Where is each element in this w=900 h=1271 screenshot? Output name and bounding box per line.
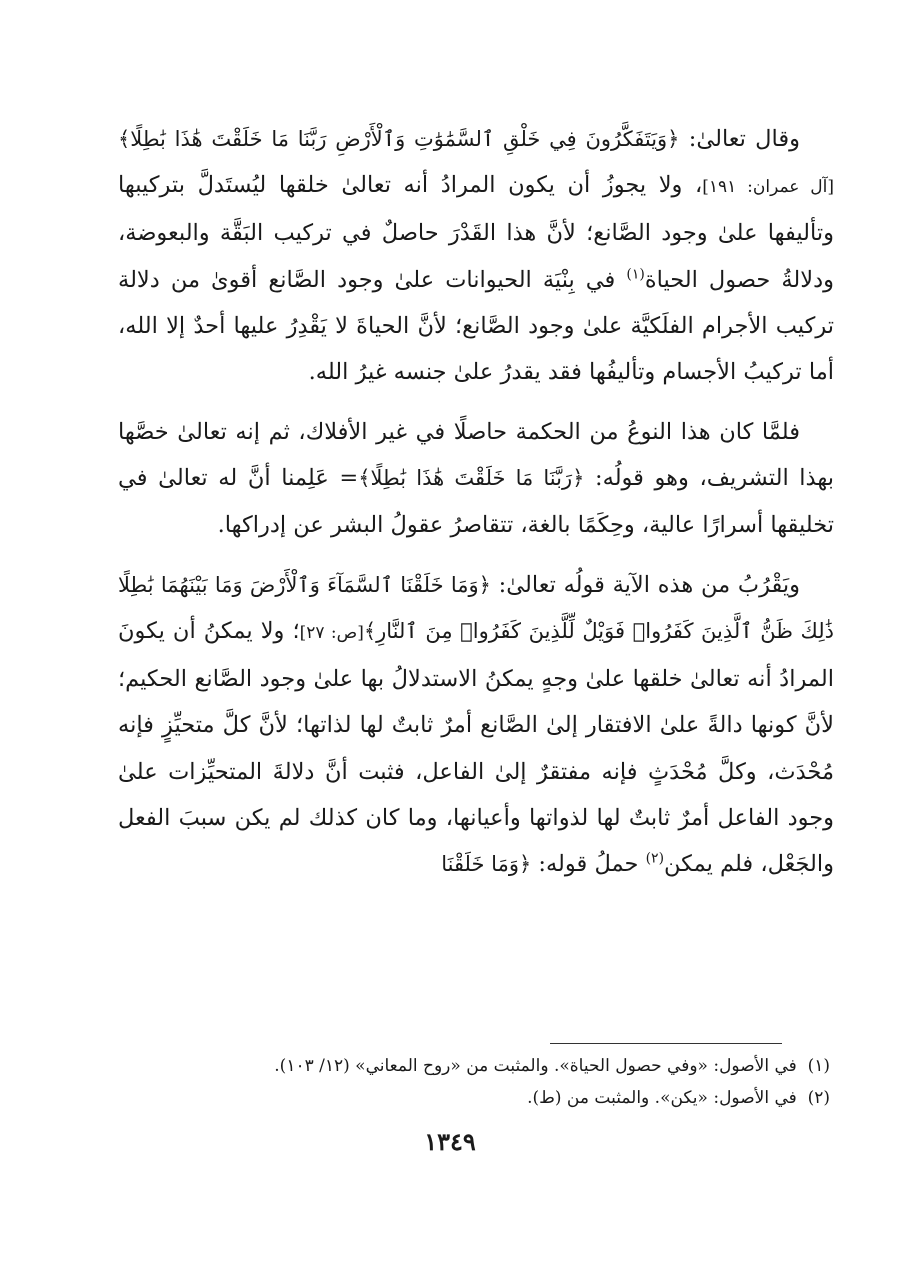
- quran-verse: ﴿وَيَتَفَكَّرُونَ فِي خَلْقِ ٱلسَّمَٰوَٰتِ وَٱلْأَرْضِ رَبَّنَا مَا خَلَقْتَ هَٰذَا بَٰطِلًا﴾: [118, 127, 680, 151]
- paragraph-1: [118, 116, 834, 395]
- footnote-marker[interactable]: (٢): [645, 850, 665, 867]
- footnote-number: (١): [807, 1056, 830, 1076]
- verse-reference: [آل عمران: ١٩١]: [702, 177, 834, 198]
- footnote-number: (٢): [807, 1088, 830, 1108]
- paragraph-text: = عَلِمنا أنَّ له تعالىٰ في تخليقها أسرارًا عالية، وحِكَمًا بالغة، تتقاصرُ عقولُ البشر عن إدراكها.: [118, 465, 834, 538]
- quran-verse: ﴿رَبَّنَا مَا خَلَقْتَ هَٰذَا بَٰطِلًا﴾: [358, 466, 585, 491]
- verse-reference: [ص: ٢٧]: [299, 623, 364, 644]
- quran-verse: ﴿وَمَا خَلَقْنَا ٱلسَّمَآءَ وَٱلْأَرْضَ وَمَا بَيْنَهُمَا بَٰطِلًا ذَٰلِكَ ظَنُّ ٱلَّذِينَ كَفَرُوا۟ فَوَيْلٌ لِّلَّذِينَ كَفَرُوا۟ مِنَ ٱلنَّارِ﴾: [118, 572, 834, 644]
- paragraph-text: حملُ قوله:: [531, 851, 646, 878]
- paragraph-3: [118, 562, 834, 887]
- footnote-1: [118, 1050, 834, 1082]
- footnote-marker[interactable]: (١): [626, 266, 645, 283]
- footnotes: [118, 1050, 834, 1114]
- paragraph-2: [118, 409, 834, 548]
- page-number: ١٣٤٩: [424, 1127, 476, 1156]
- paragraph-text: ؛ ولا يمكنُ أن يكونَ المرادُ أنه تعالىٰ خلقها علىٰ وجهٍ يمكنُ الاستدلالُ بها علىٰ وجود الصَّانع الحكيم؛ لأنَّ كونها دالةً علىٰ الافتقار إلىٰ الصَّانع أمرٌ ثابتٌ لها لذاتها؛ لأنَّ كلَّ متحيِّزٍ فإنه مُحْدَث، وكلَّ مُحْدَثٍ فإنه مفتقرٌ إلىٰ الفاعل، فثبت أنَّ دلالةَ المتحيِّزات علىٰ وجود الفاعل أمرٌ ثابتٌ لها لذواتها وأعيانها، وما كان كذلك لم يكن سببَ الفعل والجَعْل، فلم يمكن: [118, 618, 834, 878]
- paragraph-text: ويَقْرُبُ من هذه الآية قولُه تعالىٰ:: [490, 571, 800, 598]
- footnote-text: في الأصول: «وفي حصول الحياة». والمثبت من «روح المعاني» (١٢/ ١٠٣).: [274, 1056, 797, 1076]
- main-text: [118, 116, 834, 901]
- footnote-text: في الأصول: «يكن». والمثبت من (ط).: [527, 1088, 797, 1108]
- footnote-divider: [550, 1043, 782, 1044]
- footnote-2: [118, 1082, 834, 1114]
- paragraph-text: وقال تعالىٰ:: [679, 126, 800, 152]
- paragraph-text: في بِنْيَة الحيوانات علىٰ وجود الصَّانع أقوىٰ من دلالة تركيب الأجرام الفلَكيَّة علىٰ وجود الصَّانع؛ لأنَّ الحياةَ لا يَقْدِرُ عليها أحدٌ إلا الله، أما تركيبُ الأجسام وتأليفُها فقد يقدرُ علىٰ جنسه غيرُ الله.: [118, 266, 834, 386]
- paragraph-text: فلمَّا كان هذا النوعُ من الحكمة حاصلًا في غير الأفلاك، ثم إنه تعالىٰ خصَّها بهذا التشريف، وهو قولُه:: [118, 419, 834, 492]
- quran-verse: ﴿وَمَا خَلَقْنَا: [441, 852, 532, 877]
- paragraph-text: ، ولا يجوزُ أن يكون المرادُ أنه تعالىٰ خلقها ليُستَدلَّ بتركيبها وتأليفها علىٰ وجود الصَّانع؛ لأنَّ هذا القَدْرَ حاصلٌ في تركيب البَقَّة والبعوضة، ودلالةُ حصول الحياة: [118, 172, 834, 293]
